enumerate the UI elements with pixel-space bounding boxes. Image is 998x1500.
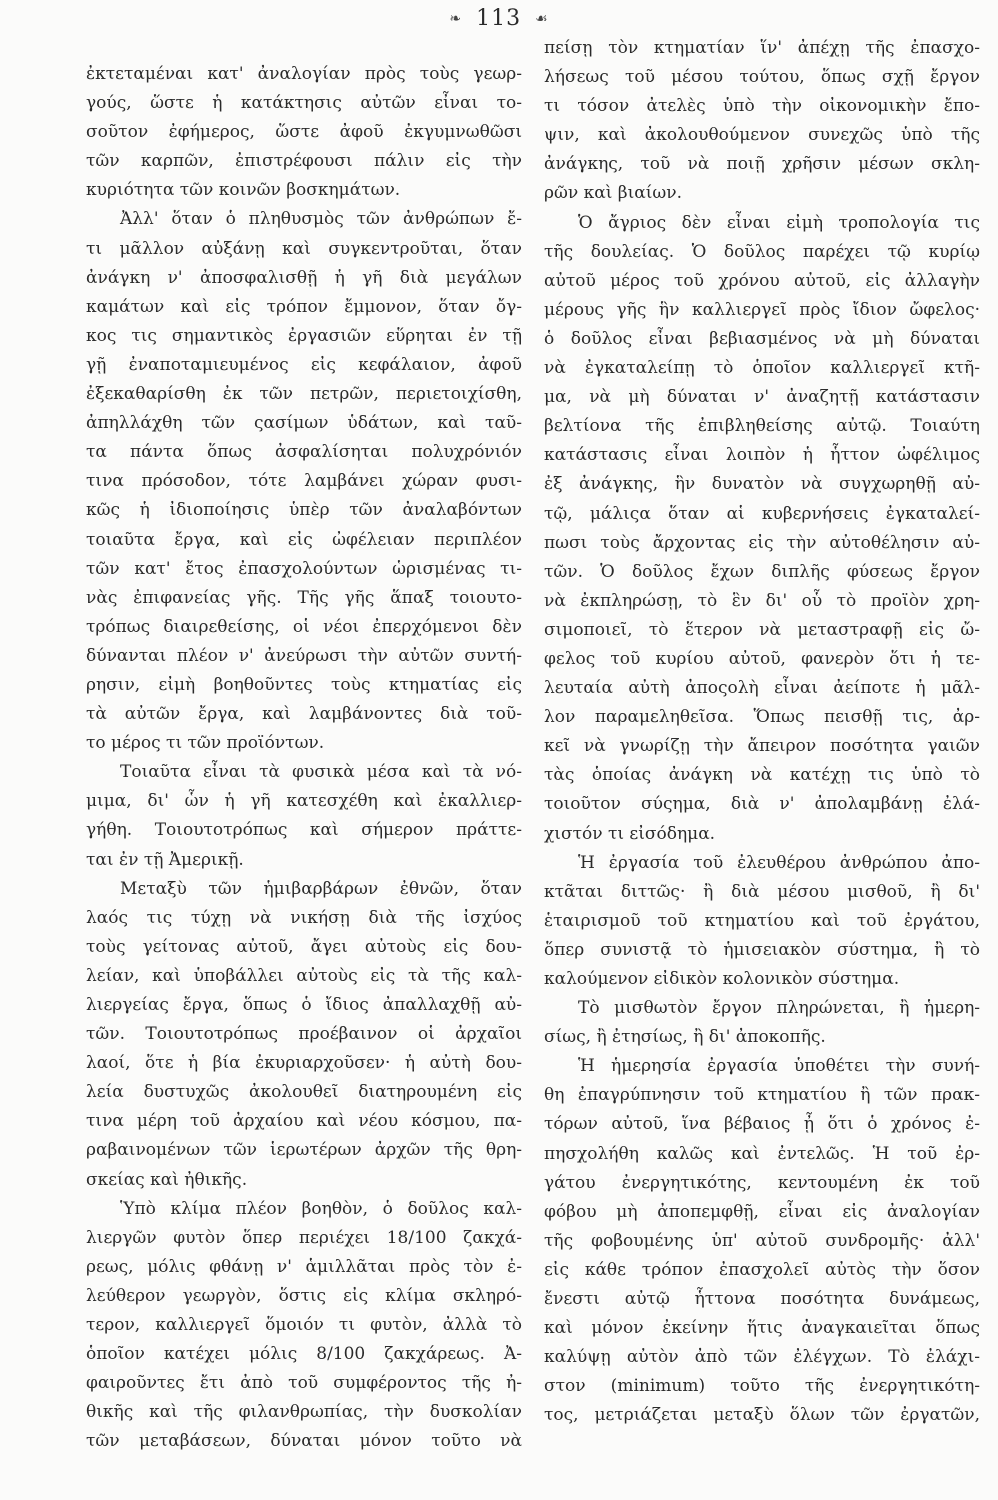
text-line: καλύψῃ αὐτὸν ἀπὸ τῶν ἐλέγχων. Τὸ ἐλάχι- (544, 1347, 980, 1368)
text-line: τῶν. Ὁ δοῦλος ἔχων διπλῆς φύσεως ἔργον (544, 561, 980, 582)
text-line: ἐξεκαθαρίσθη ἐκ τῶν πετρῶν, περιετοιχίσθη, (86, 384, 522, 405)
text-line: Ἀλλ' ὅταν ὁ πληθυσμὸς τῶν ἀνθρώπων ἔ- (120, 209, 522, 230)
paragraph (544, 1052, 980, 1430)
text-line: ται ἐν τῇ Ἀμερικῇ. (86, 849, 244, 870)
text-line: σοῦτον ἐφήμερος, ὥστε ἀφοῦ ἐκγυμνωθῶσι (86, 122, 522, 143)
text-line: Ἡ ἐργασία τοῦ ἐλευθέρου ἀνθρώπου ἀπο- (578, 852, 980, 873)
page-header (0, 6, 998, 31)
text-line: δύνανται πλέον ν' ἀνεύρωσι τὴν αὐτῶν συντή- (86, 645, 522, 666)
text-line: κυριότητα τῶν κοινῶν βοσκημάτων. (86, 180, 401, 201)
text-line: τρόπως διαιρεθείσης, οἱ νέοι ἐπερχόμενοι δὲν (86, 616, 522, 637)
text-line: τῆς φοβουμένης ὑπ' αὐτοῦ συνδρομῆς· ἀλλ' (544, 1230, 980, 1251)
text-line: σίως, ἢ ἐτησίως, ἢ δι' ἀποκοπῆς. (544, 1027, 826, 1048)
text-line: μα, νὰ μὴ δύναται ν' ἀναζητῇ κατάστασιν (544, 387, 980, 408)
ornament-left-icon: ❧ (449, 11, 463, 27)
text-line: τινα πρόσοδον, τότε λαμβάνει χώραν φυσι- (86, 471, 522, 492)
ornament-right-icon: ☙ (535, 11, 549, 27)
text-line: φόβου μὴ ἀποπεμφθῇ, εἶναι εἰς ἀναλογίαν (544, 1201, 980, 1222)
text-line: Μεταξὺ τῶν ἡμιβαρβάρων ἐθνῶν, ὅταν (120, 878, 522, 899)
text-line: ἑταιρισμοῦ τοῦ κτηματίου καὶ τοῦ ἐργάτου, (544, 910, 980, 931)
text-line: θικῆς καὶ τῆς φιλανθρωπίας, τὴν δυσκολίαν (86, 1402, 522, 1423)
text-line: λεία δυστυχῶς ἀκολουθεῖ διατηρουμένη εἰς (86, 1082, 522, 1103)
paragraph (544, 209, 980, 849)
text-line: εἰς κάθε τρόπον ἐπασχολεῖ αὐτὸς τὴν ὅσον (544, 1259, 980, 1280)
text-line: ραβαινομένων τῶν ἱερωτέρων ἀρχῶν τῆς θρη- (86, 1140, 522, 1161)
text-line: σκείας καὶ ἠθικῆς. (86, 1169, 248, 1190)
text-line: τος, μετριάζεται μεταξὺ ὅλων τῶν ἐργατῶν, (544, 1405, 980, 1426)
text-line: λείαν, καὶ ὑποβάλλει αὐτοὺς εἰς τὰ τῆς καλ- (86, 965, 522, 986)
text-line: ρησιν, εἰμὴ βοηθοῦντες τοὺς κτηματίας εἰς (86, 674, 522, 695)
paragraph (86, 1195, 522, 1457)
text-line: ρῶν καὶ βιαίων. (544, 183, 683, 204)
text-line: νὰς ἐπιφανείας γῆς. Τῆς γῆς ἅπαξ τοιουτο- (86, 587, 522, 608)
text-line: τῷ, μάλιςα ὅταν αἱ κυβερνήσεις ἐγκαταλεί- (544, 503, 980, 524)
text-line: λευταία αὐτὴ ἀποςολὴ εἶναι ἀείποτε ἡ μᾶλ- (544, 678, 980, 699)
text-line: λήσεως τοῦ μέσου τούτου, ὅπως σχῇ ἔργον (544, 67, 980, 88)
text-line: καὶ μόνον ἐκείνην ἥτις ἀναγκαιεῖται ὅπως (544, 1318, 980, 1339)
text-line: ἀπηλλάχθη τῶν ςασίμων ὑδάτων, καὶ ταῦ- (86, 413, 522, 434)
text-line: ἀνάγκης, τοῦ νὰ ποιῇ χρῆσιν μέσων σκλη- (544, 154, 980, 175)
text-line: Ὑπὸ κλίμα πλέον βοηθὸν, ὁ δοῦλος καλ- (120, 1198, 522, 1219)
text-column-left (86, 60, 522, 1457)
text-line: Ὁ ἄγριος δὲν εἶναι εἰμὴ τροπολογία τις (578, 212, 980, 233)
paragraph (86, 205, 522, 758)
text-line: τοιοῦτον σύςημα, διὰ ν' ἀπολαμβάνῃ ἐλά- (544, 794, 980, 815)
text-line: κατάστασις εἶναι λοιπὸν ἡ ἧττον ὠφέλιμος (544, 445, 980, 466)
text-line: θη ἐπαγρύπνησιν τοῦ κτηματίου ἢ τῶν πρακ- (544, 1085, 980, 1106)
text-line: λεύθερον γεωργὸν, ὅστις εἰς κλίμα σκληρό- (86, 1285, 522, 1306)
text-line: ὁ δοῦλος εἶναι βεβιασμένος νὰ μὴ δύναται (544, 328, 980, 349)
text-line: ἐκτεταμέναι κατ' ἀναλογίαν πρὸς τοὺς γεωρ- (86, 64, 522, 84)
text-line: στον (minimum) τοῦτο τῆς ἐνεργητικότη- (544, 1376, 980, 1397)
text-line: βελτίονα τῆς ἐπιβληθείσης αὐτῷ. Τοιαύτη (544, 416, 980, 437)
text-line: τινα μέρη τοῦ ἀρχαίου καὶ νέου κόσμου, πα- (86, 1111, 522, 1132)
paragraph (86, 875, 522, 1195)
text-line: ὁποῖον κατέχει μόλις 8/100 ζακχάρεως. Ἀ- (86, 1344, 522, 1365)
text-line: ἐξ ἀνάγκης, ἣν δυνατὸν νὰ συγχωρηθῇ αὐ- (544, 474, 980, 495)
text-column-right (544, 34, 980, 1431)
text-line: Ἡ ἡμερησία ἐργασία ὑποθέτει τὴν συνή- (578, 1056, 980, 1077)
text-line: ἔνεστι αὐτῷ ἧττονα ποσότητα δυνάμεως, (544, 1289, 980, 1310)
text-line: γῇ ἐναποταμιευμένος εἰς κεφάλαιον, ἀφοῦ (86, 354, 522, 375)
page-number: 113 (476, 6, 522, 31)
text-line: τα πάντα ὅπως ἀσφαλίσηται πολυχρόνιόν (86, 442, 522, 463)
paragraph (86, 758, 522, 874)
text-line: νὰ ἐκπληρώσῃ, τὸ ἓν δι' οὗ τὸ προϊὸν χρη- (544, 590, 980, 611)
text-line: λαός τις τύχῃ νὰ νικήσῃ διὰ τῆς ἰσχύος (86, 907, 522, 928)
text-line: τερον, καλλιεργεῖ ὅμοιόν τι φυτὸν, ἀλλὰ τὸ (86, 1315, 522, 1336)
paragraph (86, 60, 522, 205)
paragraph (544, 34, 980, 209)
text-line: πησχολήθη καλῶς καὶ ἐντελῶς. Ἡ τοῦ ἐρ- (544, 1143, 980, 1164)
text-line: πείσῃ τὸν κτηματίαν ἵν' ἀπέχῃ τῆς ἐπασχο- (544, 38, 980, 58)
text-line: γάτου ἐνεργητικότης, κεντουμένη ἐκ τοῦ (544, 1172, 980, 1193)
text-line: τι τόσον ἀτελὲς ὑπὸ τὴν οἰκονομικὴν ἔπο- (544, 96, 980, 117)
text-line: λιεργῶν φυτὸν ὅπερ περιέχει 18/100 ζακχά- (86, 1227, 522, 1248)
text-line: καλούμενον εἰδικὸν κολονικὸν σύστημα. (544, 969, 900, 989)
text-line: τι μᾶλλον αὐξάνῃ καὶ συγκεντροῦται, ὅταν (86, 238, 522, 259)
text-line: ἀνάγκη ν' ἀποσφαλισθῇ ἡ γῆ διὰ μεγάλων (86, 267, 522, 288)
text-line: φαιροῦντες ἔτι ἀπὸ τοῦ συμφέροντος τῆς ἠ- (86, 1373, 522, 1394)
text-line: τῶν μεταβάσεων, δύναται μόνον τοῦτο νὰ (86, 1431, 522, 1452)
text-line: τῶν. Τοιουτοτρόπως προέβαινον οἱ ἀρχαῖοι (86, 1024, 522, 1045)
text-line: τῶν κατ' ἔτος ἐπασχολούντων ὡρισμένας τι- (86, 558, 522, 579)
text-line: κος τις σημαντικὸς ἐργασιῶν εὕρηται ἐν τῇ (86, 325, 522, 346)
text-line: λαοί, ὅτε ἡ βία ἐκυριαρχοῦσεν· ἡ αὐτὴ δου- (86, 1053, 522, 1074)
text-line: τόρων αὐτοῦ, ἵνα βέβαιος ᾖ ὅτι ὁ χρόνος ἐ- (544, 1114, 980, 1135)
text-line: κεῖ νὰ γνωρίζῃ τὴν ἄπειρον ποσότητα γαιῶν (544, 736, 980, 757)
text-line: ρεως, μόλις φθάνῃ ν' ἁμιλλᾶται πρὸς τὸν ἐ- (86, 1256, 522, 1277)
text-line: κτᾶται διττῶς· ἢ διὰ μέσου μισθοῦ, ἢ δι' (544, 881, 980, 902)
text-line: ὅπερ συνιστᾷ τὸ ἡμισειακὸν σύστημα, ἢ τὸ (544, 939, 980, 960)
text-line: νὰ ἐγκαταλείπῃ τὸ ὁποῖον καλλιεργεῖ κτῆ- (544, 358, 980, 379)
text-line: τῆς δουλείας. Ὁ δοῦλος παρέχει τῷ κυρίῳ (544, 241, 980, 262)
paragraph (544, 849, 980, 994)
text-line: μιμα, δι' ὧν ἡ γῆ κατεσχέθη καὶ ἐκαλλιερ- (86, 791, 522, 812)
text-line: τοιαῦτα ἔργα, καὶ εἰς ὠφέλειαν περιπλέον (86, 529, 522, 550)
text-line: φελος τοῦ κυρίου αὐτοῦ, φανερὸν ὅτι ἡ τε- (544, 648, 980, 669)
text-line: γήθη. Τοιουτοτρόπως καὶ σήμερον πράττε- (86, 820, 522, 841)
text-line: τοὺς γείτονας αὐτοῦ, ἄγει αὐτοὺς εἰς δου- (86, 936, 522, 957)
text-line: σιμοποιεῖ, τὸ ἕτερον νὰ μεταστραφῇ εἰς ὤ- (544, 619, 980, 640)
text-line: πωσι τοὺς ἄρχοντας εἰς τὴν αὐτοθέλησιν αὐ- (544, 532, 980, 553)
text-line: μέρους γῆς ἣν καλλιεργεῖ πρὸς ἴδιον ὤφελος· (544, 299, 980, 320)
text-line: το μέρος τι τῶν προϊόντων. (86, 733, 325, 754)
text-line: αὐτοῦ μέρος τοῦ χρόνου αὐτοῦ, εἰς ἀλλαγὴν (544, 270, 980, 291)
text-line: τὰς ὁποίας ἀνάγκη νὰ κατέχῃ τις ὑπὸ τὸ (544, 765, 980, 786)
text-line: Τοιαῦτα εἶναι τὰ φυσικὰ μέσα καὶ τὰ νό- (120, 762, 522, 783)
text-line: χιστόν τι εἰσόδημα. (544, 823, 716, 844)
paragraph (544, 994, 980, 1052)
text-line: καμάτων καὶ εἰς τρόπον ἔμμονον, ὅταν ὄγ- (86, 296, 522, 317)
text-line: ψιν, καὶ ἀκολουθούμενον συνεχῶς ὑπὸ τῆς (544, 125, 980, 146)
text-line: τὰ αὐτῶν ἔργα, καὶ λαμβάνοντες διὰ τοῦ- (86, 704, 522, 725)
text-line: λον παραμεληθεῖσα. Ὅπως πεισθῇ τις, ἀρ- (544, 707, 980, 728)
text-line: γούς, ὥστε ἡ κατάκτησις αὐτῶν εἶναι το- (86, 93, 522, 114)
text-line: Τὸ μισθωτὸν ἔργον πληρώνεται, ἢ ἡμερη- (578, 998, 980, 1019)
text-line: τῶν καρπῶν, ἐπιστρέφουσι πάλιν εἰς τὴν (86, 151, 522, 172)
text-line: λιεργείας ἔργα, ὅπως ὁ ἴδιος ἀπαλλαχθῇ αὐ- (86, 995, 522, 1015)
text-line: κῶς ἡ ἰδιοποίησις ὑπὲρ τῶν ἀναλαβόντων (86, 500, 522, 521)
